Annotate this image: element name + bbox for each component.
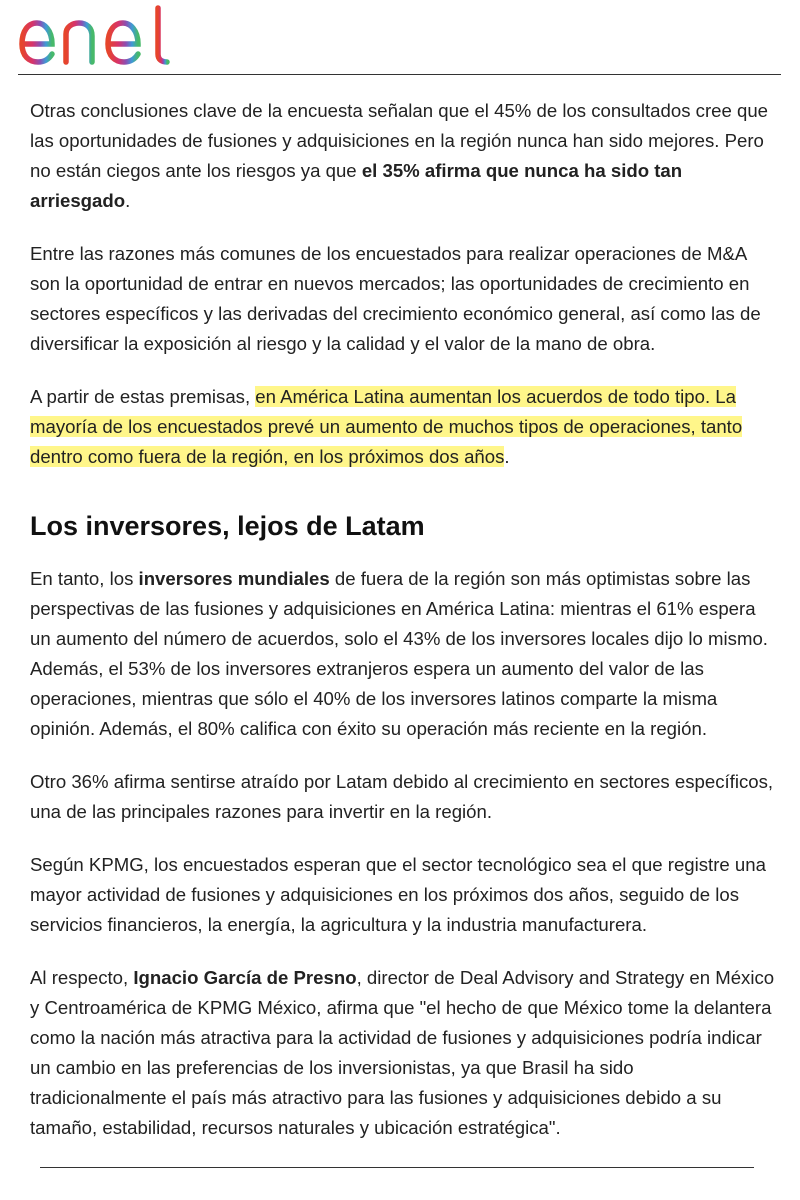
- paragraph: Otro 36% afirma sentirse atraído por Latam debido al crecimiento en sectores específicos, una de las principales razones para invertir en la región.: [30, 771, 774, 822]
- enel-logo-icon[interactable]: [18, 4, 183, 68]
- paragraph: Entre las razones más comunes de los encuestados para realizar operaciones de M&A son la oportunidad de entrar en nuevos mercados; las oportunidades de crecimiento en sectores específicos y las derivadas del crecimiento económico general, así como las de diversificar la exposición al riesgo y la calidad y el valor de la mano de obra.: [30, 243, 761, 354]
- highlighted-text: en América Latina aumentan los acuerdos de todo tipo. La mayoría de los encuestados prevé un aumento de muchos tipos de operaciones, tanto dentro como fuera de la región, en los próximos dos años: [30, 386, 743, 467]
- footer-divider: [40, 1167, 754, 1168]
- bold-text: inversores mundiales: [138, 568, 330, 589]
- bold-text: el 35% afirma que nunca ha sido tan arriesgado: [30, 160, 683, 211]
- site-header: [18, 0, 781, 75]
- paragraph: Otras conclusiones clave de la encuesta señalan que el 45% de los consultados cree que las oportunidades de fusiones y adquisiciones en la región nunca han sido mejores. Pero no están ciegos ante los riesgos ya que el 35% afirma que nunca ha sido tan arriesgado.: [30, 100, 769, 211]
- paragraph: En tanto, los inversores mundiales de fuera de la región son más optimistas sobre las perspectivas de las fusiones y adquisiciones en América Latina: mientras el 61% espera un aumento del número de acuerdos, solo el 43% de los inversores locales dijo lo mismo. Además, el 53% de los inversores extranjeros espera un aumento del valor de las operaciones, mientras que sólo el 40% de los inversores latinos comparte la misma opinión. Además, el 80% califica con éxito su operación más reciente en la región.: [30, 568, 768, 739]
- article-body: [30, 96, 775, 1166]
- paragraph: A partir de estas premisas, en América Latina aumentan los acuerdos de todo tipo. La mayoría de los encuestados prevé un aumento de muchos tipos de operaciones, tanto dentro como fuera de la región, en los próximos dos años.: [30, 386, 743, 467]
- paragraph: Al respecto, Ignacio García de Presno, director de Deal Advisory and Strategy en México y Centroamérica de KPMG México, afirma que "el hecho de que México tome la delantera como la nación más atractiva para la actividad de fusiones y adquisiciones podría indicar un cambio en las preferencias de los inversionistas, ya que Brasil ha sido tradicionalmente el país más atractivo para las fusiones y adquisiciones debido a su tamaño, estabilidad, recursos naturales y ubicación estratégica".: [30, 967, 775, 1138]
- bold-text: Ignacio García de Presno: [133, 967, 357, 988]
- paragraph: Según KPMG, los encuestados esperan que el sector tecnológico sea el que registre una mayor actividad de fusiones y adquisiciones en los próximos dos años, seguido de los servicios financieros, la energía, la agricultura y la industria manufacturera.: [30, 854, 766, 935]
- section-heading: Los inversores, lejos de Latam: [30, 511, 425, 541]
